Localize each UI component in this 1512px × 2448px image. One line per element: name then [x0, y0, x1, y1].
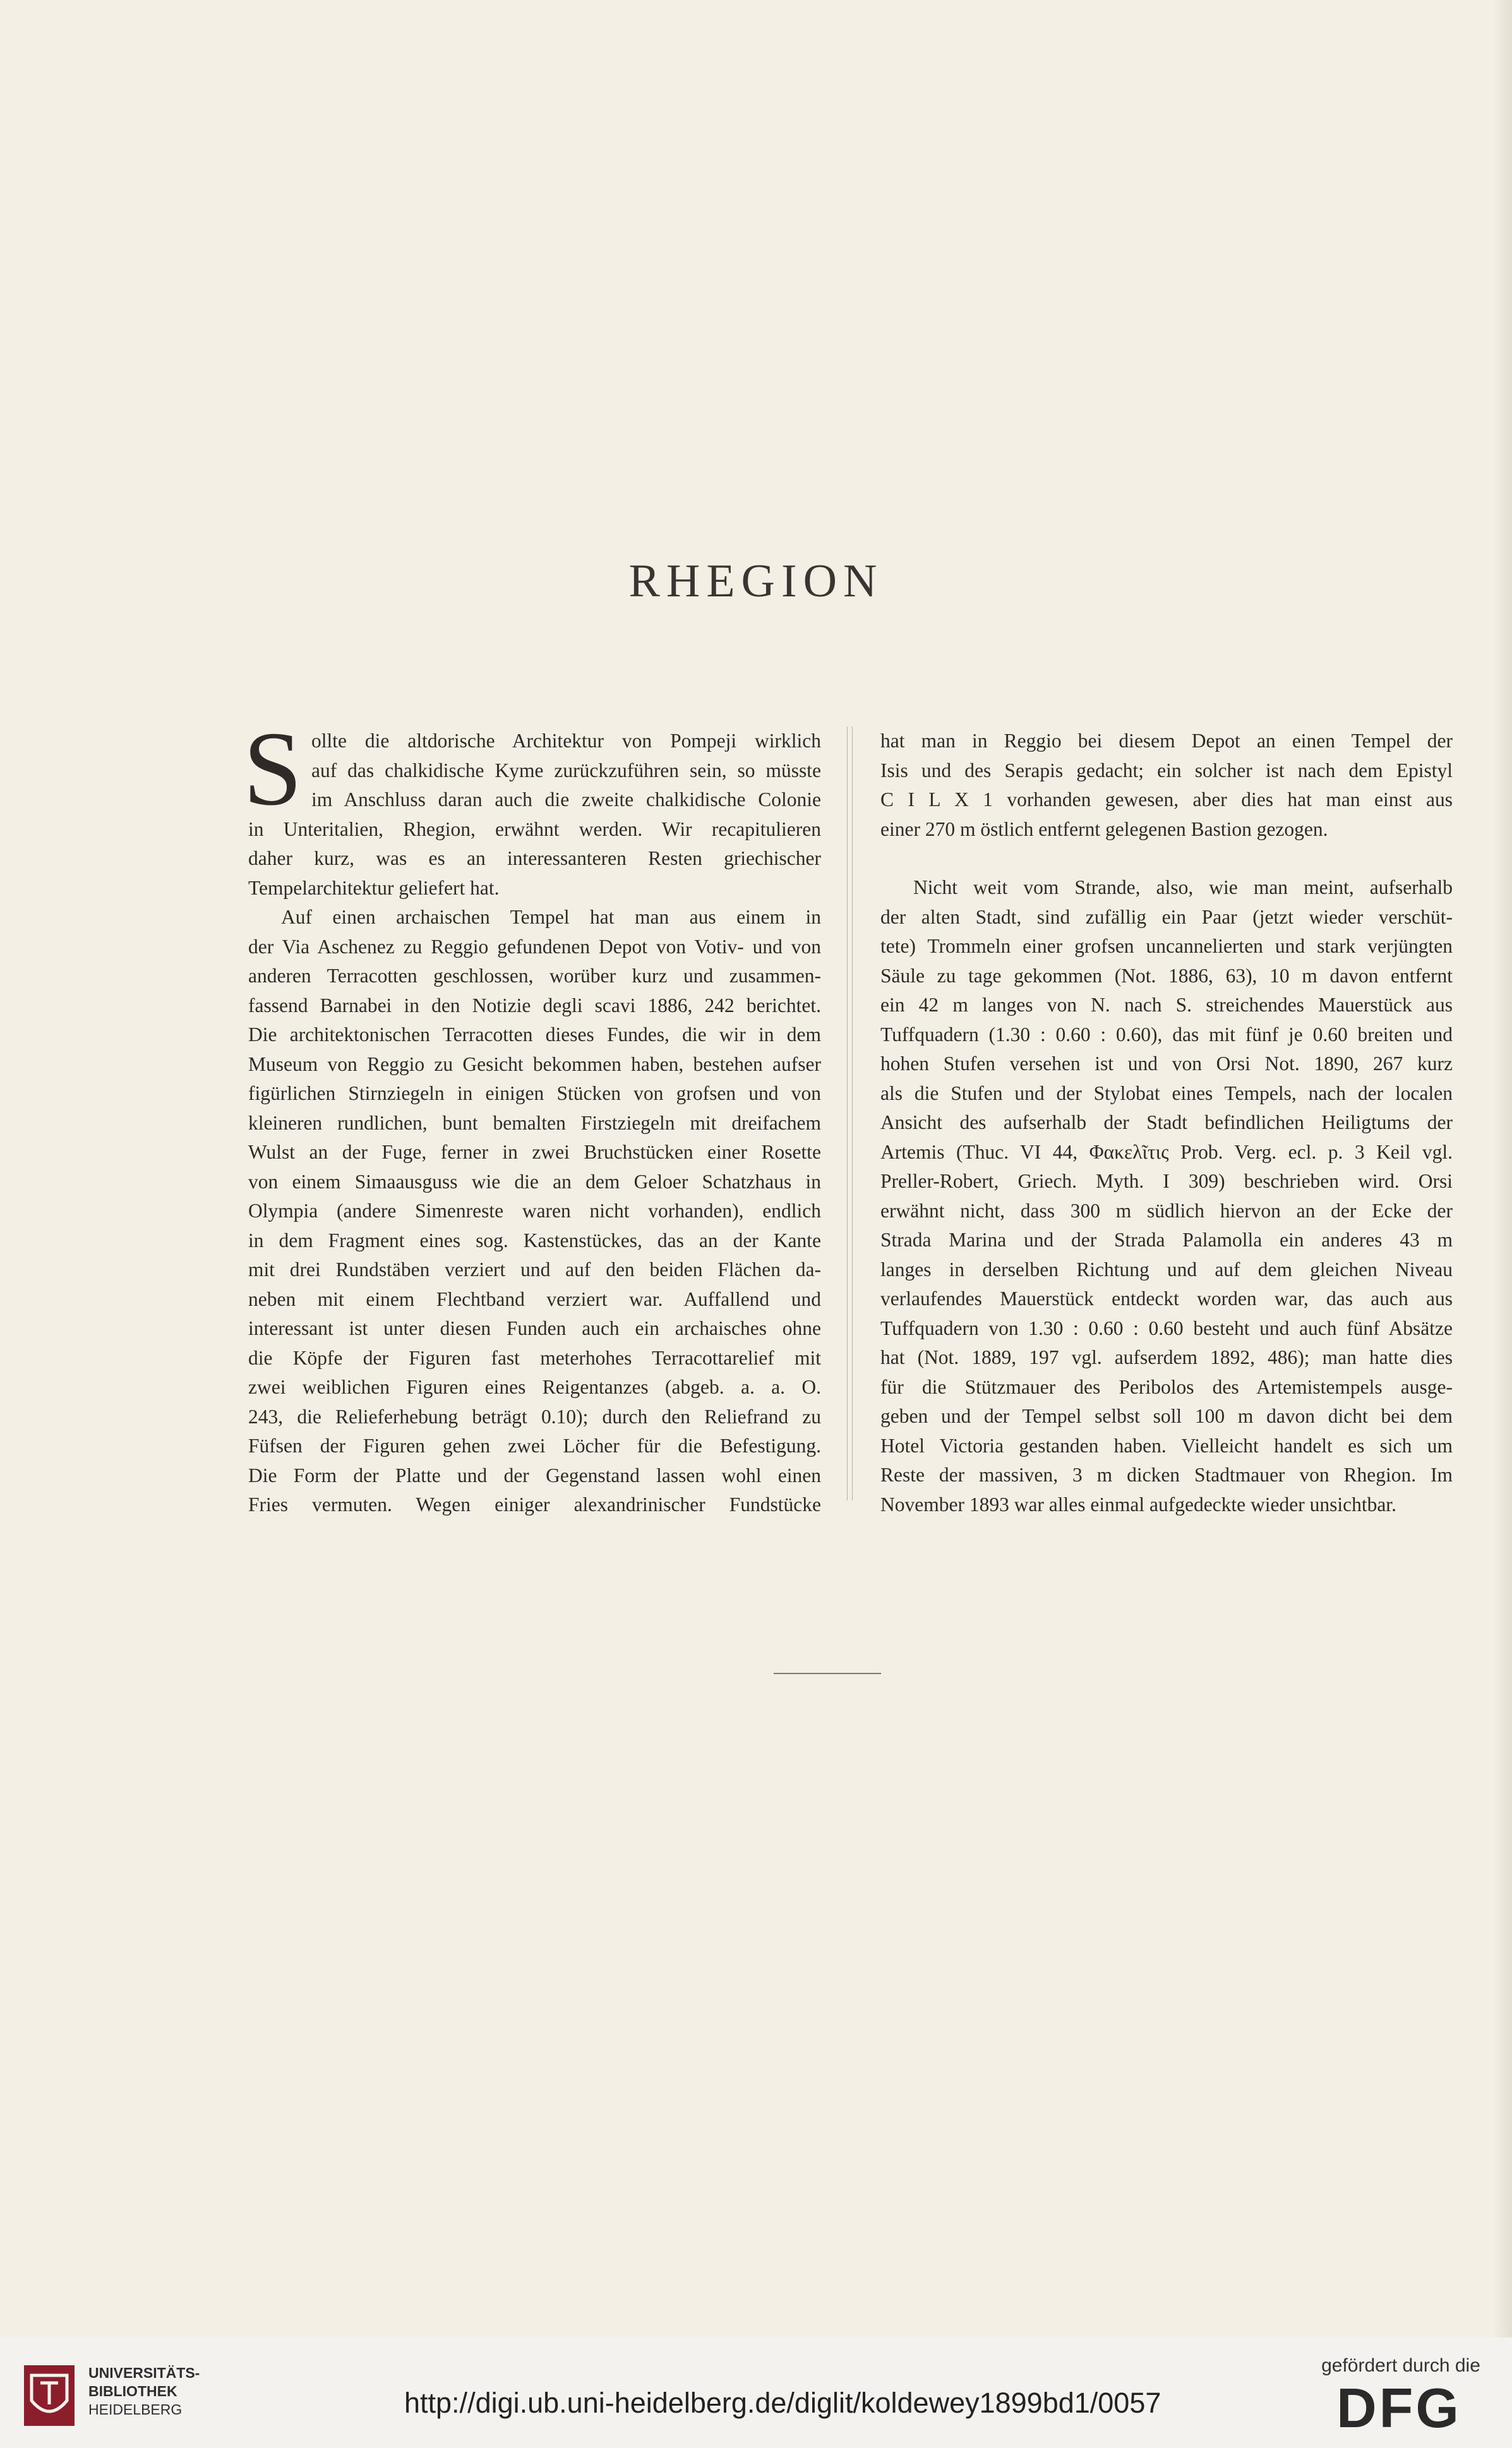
paragraph-archaic-temple [248, 903, 821, 1520]
text-line: Strada Marina und der Strada Palamolla ein anderes 43 m [880, 1229, 1453, 1251]
text-line: neben mit einem Flechtband verziert war. Auffallend und [248, 1287, 821, 1310]
text-line: Fries vermuten. Wegen einiger alexandrinischer Fundstücke [248, 1493, 821, 1516]
text-line: in dem Fragment eines sog. Kastenstückes, das an der Kante [248, 1229, 821, 1251]
left-column [243, 710, 821, 1520]
text-line: Preller-Robert, Griech. Myth. I 309) beschrieben wird. Orsi [880, 1170, 1453, 1192]
footer-bar [0, 2337, 1512, 2448]
opening-paragraph [243, 710, 821, 903]
text-line: ein 42 m langes von N. nach S. streichendes Mauerstück aus [880, 994, 1453, 1016]
text-line: anderen Terracotten geschlossen, worüber kurz und zusammen- [248, 965, 821, 987]
text-line: Museum von Reggio zu Gesicht bekommen haben, bestehen aufser [248, 1052, 821, 1075]
paragraph-gap [880, 844, 1453, 873]
text-line: zwei weiblichen Figuren eines Reigentanzes (abgeb. a. a. O. [248, 1376, 821, 1398]
text-line: hohen Stufen versehen ist und von Orsi Not. 1890, 267 kurz [880, 1052, 1453, 1075]
text-line: Ansicht des aufserhalb der Stadt befindlichen Heiligtums der [880, 1111, 1453, 1133]
text-line: Tuffquadern (1.30 : 0.60 : 0.60), das mit fünf je 0.60 breiten und [880, 1023, 1453, 1046]
text-line: interessant ist unter diesen Funden auch ein archaisches ohne [248, 1317, 821, 1339]
text-line: Wulst an der Fuge, ferner in zwei Bruchstücken einer Rosette [248, 1141, 821, 1163]
text-line: Tempelarchitektur geliefert hat. [248, 876, 500, 899]
text-line: daher kurz, was es an interessanteren Resten griechischer [248, 847, 821, 869]
text-line: kleineren rundlichen, bunt bemalten Firstziegeln mit dreifachem [248, 1111, 821, 1134]
text-line: als die Stufen und der Stylobat eines Tempels, nach der localen [880, 1082, 1453, 1104]
end-rule [774, 1673, 881, 1674]
drop-cap: S [243, 710, 303, 828]
text-line: der Via Aschenez zu Reggio gefundenen Depot von Votiv- und von [248, 935, 821, 958]
text-line: die Köpfe der Figuren fast meterhohes Terracottarelief mit [248, 1346, 821, 1369]
library-line: UNIVERSITÄTS- [88, 2365, 200, 2381]
text-line: Isis und des Serapis gedacht; ein solcher ist nach dem Epistyl [880, 759, 1453, 781]
text-line: Säule zu tage gekommen (Not. 1886, 63), 10 m davon entfernt [880, 964, 1453, 987]
page-title: RHEGION [628, 555, 884, 607]
text-line: der alten Stadt, sind zufällig ein Paar (jetzt wieder verschüt- [880, 905, 1453, 928]
text-line: Die architektonischen Terracotten dieses Fundes, die wir in dem [248, 1023, 821, 1046]
text-line: 243, die Relieferhebung beträgt 0.10); durch den Reliefrand zu [248, 1405, 821, 1428]
text-line: November 1893 war alles einmal aufgedeckte wieder unsichtbar. [880, 1493, 1396, 1516]
text-line: hat (Not. 1889, 197 vgl. aufserdem 1892, 486); man hatte dies [880, 1346, 1453, 1368]
university-seal-icon [23, 2364, 76, 2427]
text-line: verlaufendes Mauerstück entdeckt worden war, das auch aus [880, 1287, 1453, 1310]
text-line: langes in derselben Richtung und auf dem gleichen Niveau [880, 1258, 1453, 1281]
text-line: Hotel Victoria gestanden haben. Vielleicht handelt es sich um [880, 1434, 1453, 1457]
text-line: für die Stützmauer des Peribolos des Artemistempels ausge- [880, 1375, 1453, 1398]
text-line: erwähnt nicht, dass 300 m südlich hiervon an der Ecke der [880, 1199, 1453, 1222]
text-line: in Unteritalien, Rhegion, erwähnt werden. Wir recapitulieren [248, 817, 821, 840]
text-line: ollte die altdorische Architektur von Pompeji wirklich [311, 730, 821, 752]
text-line: Olympia (andere Simenreste waren nicht vorhanden), endlich [248, 1200, 821, 1222]
text-line: Nicht weit vom Strande, also, wie man meint, aufserhalb [913, 876, 1453, 898]
text-line: figürlichen Stirnziegeln in einigen Stücken von grofsen und von [248, 1082, 821, 1104]
text-line: von einem Simaausguss wie die an dem Geloer Schatzhaus in [248, 1170, 821, 1193]
library-line: HEIDELBERG [88, 2401, 183, 2418]
page-edge-shadow [1493, 0, 1512, 2337]
text-line: Reste der massiven, 3 m dicken Stadtmauer von Rhegion. Im [880, 1464, 1453, 1486]
text-line: C I L X 1 vorhanden gewesen, aber dies hat man einst aus [880, 788, 1453, 811]
paragraph-strand [880, 873, 1453, 1519]
text-line: fassend Barnabei in den Notizie degli scavi 1886, 242 berichtet. [248, 994, 821, 1016]
funded-by-label: gefördert durch die [1321, 2355, 1480, 2376]
text-line: im Anschluss daran auch die zweite chalkidische Colonie [311, 788, 821, 811]
text-line: Auf einen archaischen Tempel hat man aus einem in [281, 906, 821, 928]
text-line: Tuffquadern von 1.30 : 0.60 : 0.60 besteht und auch fünf Absätze [880, 1317, 1453, 1339]
text-line: auf das chalkidische Kyme zurückzuführen sein, so müsste [311, 759, 821, 781]
text-line: Die Form der Platte und der Gegenstand lassen wohl einen [248, 1464, 821, 1486]
dfg-logo: DFG [1336, 2377, 1461, 2439]
text-line: einer 270 m östlich entfernt gelegenen Bastion gezogen. [880, 817, 1328, 840]
text-line: geben und der Tempel selbst soll 100 m davon dicht bei dem [880, 1405, 1453, 1427]
paragraph-isis-serapis [880, 727, 1453, 844]
column-divider [847, 727, 853, 1500]
text-line: mit drei Rundstäben verziert und auf den beiden Flächen da- [248, 1258, 821, 1281]
text-line: tete) Trommeln einer grofsen uncannelierten und stark verjüngten [880, 935, 1453, 957]
permalink-url[interactable]: http://digi.ub.uni-heidelberg.de/diglit/koldewey1899bd1/0057 [404, 2387, 1161, 2419]
library-name [88, 2364, 200, 2419]
text-line: hat man in Reggio bei diesem Depot an einen Tempel der [880, 730, 1453, 752]
text-line: Artemis (Thuc. VI 44, Φακελῖτις Prob. Verg. ecl. p. 3 Keil vgl. [880, 1140, 1453, 1163]
text-line: Füfsen der Figuren gehen zwei Löcher für die Befestigung. [248, 1435, 821, 1457]
library-line: BIBLIOTHEK [88, 2383, 177, 2399]
right-column [880, 727, 1453, 1519]
